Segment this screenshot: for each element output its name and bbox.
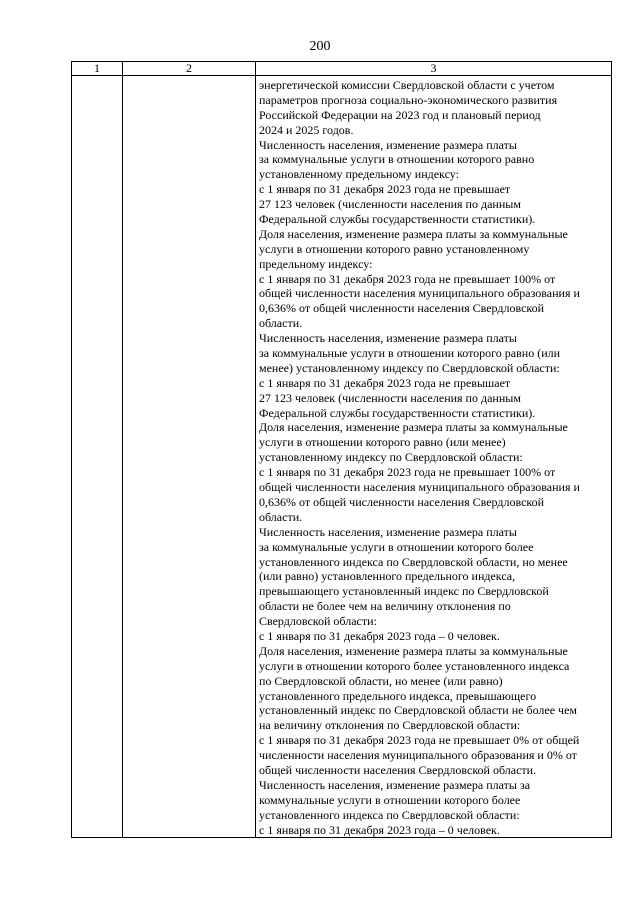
text-line: установленного предельного индекса, превышающего	[259, 688, 537, 703]
text-line: с 1 января по 31 декабря 2023 года – 0 человек.	[259, 822, 500, 837]
text-line: за коммунальные услуги в отношении которого равно	[259, 152, 535, 167]
text-line: области.	[259, 509, 303, 524]
text-line: 0,636% от общей численности населения Свердловской	[259, 494, 545, 509]
text-line: 0,636% от общей численности населения Свердловской	[259, 301, 545, 316]
text-line: менее) установленному индексу по Свердловской области:	[259, 360, 560, 375]
document-table	[71, 61, 612, 838]
text-line: установленному предельному индексу:	[259, 167, 459, 182]
text-line: с 1 января по 31 декабря 2023 года не превышает 100% от	[259, 465, 556, 480]
text-line: общей численности населения муниципального образования и	[259, 480, 580, 495]
text-line: по Свердловской области, но менее (или равно)	[259, 673, 503, 688]
column-2-cell	[123, 76, 256, 838]
text-line: коммунальные услуги в отношении которого более	[259, 792, 521, 807]
text-line: услуги в отношении которого равно (или менее)	[259, 435, 506, 450]
text-line: услуги в отношении которого более установленного индекса	[259, 658, 570, 673]
text-line: области не более чем на величину отклонения по	[259, 599, 511, 614]
text-line: Численность населения, изменение размера платы	[259, 137, 517, 152]
text-line: общей численности населения Свердловской области.	[259, 762, 537, 777]
text-line: за коммунальные услуги в отношении которого равно (или	[259, 346, 561, 361]
table-header-row	[72, 62, 612, 76]
text-line: Федеральной службы государственности статистики).	[259, 212, 536, 227]
text-line: Численность населения, изменение размера платы	[259, 331, 517, 346]
text-line: 2024 и 2025 годов.	[259, 122, 354, 137]
text-line: установленный индекс по Свердловской области не более чем	[259, 703, 577, 718]
text-line: предельному индексу:	[259, 256, 373, 271]
column-3-cell	[256, 76, 612, 838]
table-row	[72, 76, 612, 838]
text-line: с 1 января по 31 декабря 2023 года не превышает	[259, 182, 511, 197]
text-line: Численность населения, изменение размера платы	[259, 524, 517, 539]
page-number: 200	[309, 39, 331, 54]
text-line: энергетической комиссии Свердловской области с учетом	[259, 78, 555, 92]
text-line: Федеральной службы государственности статистики).	[259, 405, 536, 420]
text-line: области.	[259, 316, 303, 331]
text-line: Свердловской области:	[259, 614, 377, 629]
text-line: установленного индекса по Свердловской области, но менее	[259, 554, 568, 569]
text-line: численности населения муниципального образования и 0% от	[259, 748, 577, 763]
text-line: Численность населения, изменение размера платы за	[259, 777, 531, 792]
text-line: (или равно) установленного предельного индекса,	[259, 569, 516, 584]
column-2-header: 2	[123, 62, 256, 76]
text-line: Доля населения, изменение размера платы за коммунальные	[259, 420, 568, 435]
text-line: 27 123 человек (численности населения по данным	[259, 197, 521, 212]
text-line: услуги в отношении которого равно установленному	[259, 241, 530, 256]
text-line: параметров прогноза социально-экономического развития	[259, 92, 558, 107]
text-line: за коммунальные услуги в отношении которого более	[259, 539, 534, 554]
text-line: общей численности населения муниципального образования и	[259, 286, 580, 301]
text-line: превышающего установленный индекс по Свердловской	[259, 584, 549, 599]
text-line: Доля населения, изменение размера платы за коммунальные	[259, 643, 568, 658]
text-line: с 1 января по 31 декабря 2023 года не превышает 0% от общей	[259, 733, 580, 748]
text-line: с 1 января по 31 декабря 2023 года – 0 человек.	[259, 628, 500, 643]
column-1-cell	[72, 76, 123, 838]
text-line: установленного индекса по Свердловской области:	[259, 807, 520, 822]
text-line: 27 123 человек (численности населения по данным	[259, 390, 521, 405]
text-line: Российской Федерации на 2023 год и плановый период	[259, 107, 541, 122]
text-line: на величину отклонения по Свердловской области:	[259, 718, 521, 733]
text-line: с 1 января по 31 декабря 2023 года не превышает 100% от	[259, 271, 556, 286]
text-line: Доля населения, изменение размера платы за коммунальные	[259, 226, 568, 241]
text-line: установленному индексу по Свердловской области:	[259, 450, 523, 465]
column-3-text	[256, 76, 611, 837]
column-3-header: 3	[256, 62, 612, 76]
text-line: с 1 января по 31 декабря 2023 года не превышает	[259, 375, 511, 390]
column-1-header: 1	[72, 62, 123, 76]
